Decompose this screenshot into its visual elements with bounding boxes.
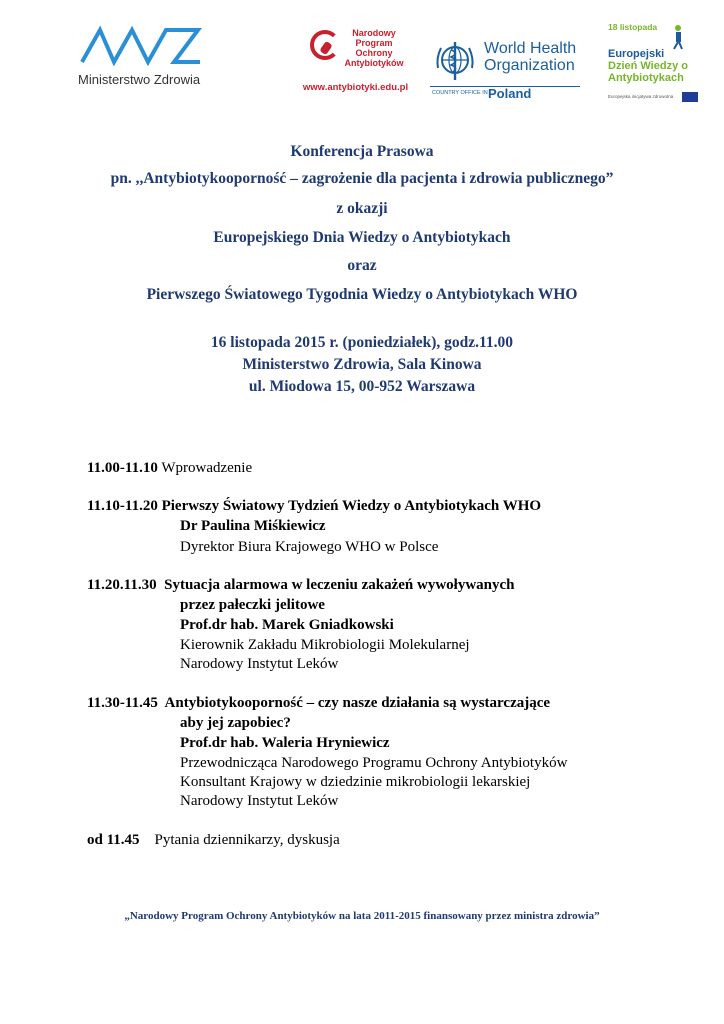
eaad-figure-icon xyxy=(670,24,686,50)
ministry-mark-icon xyxy=(78,22,203,66)
occasion-label: z okazji xyxy=(336,200,388,217)
conference-address: ul. Miodowa 15, 00-952 Warszawa xyxy=(248,378,476,395)
agenda-time: 11.10-11.20 xyxy=(87,498,158,514)
who-country: Poland xyxy=(488,86,532,101)
agenda-speaker-role: Przewodnicząca Narodowego Programu Ochrony Antybiotyków xyxy=(180,755,568,771)
agenda-title: Sytuacja alarmowa w leczeniu zakażeń wywoływanych xyxy=(164,577,515,593)
agenda-title: Pytania dziennikarzy, dyskusja xyxy=(154,832,340,848)
eaad-date: 18 listopada xyxy=(608,22,658,32)
eaad-line1: Europejski xyxy=(608,48,665,60)
agenda-speaker-role: Narodowy Instytut Leków xyxy=(180,656,339,672)
occasion-event-who: Pierwszego Światowego Tygodnia Wiedzy o Antybiotykach WHO xyxy=(146,286,578,303)
conference-title: Konferencja Prasowa xyxy=(290,143,434,160)
npoa-line: Ochrony xyxy=(355,48,393,58)
funding-note: „Narodowy Program Ochrony Antybiotyków na lata 2011-2015 finansowany przez ministra zdrowia” xyxy=(124,910,600,922)
npoa-logo xyxy=(298,26,413,98)
conference-subject: pn. ,,Antybiotykooporność – zagrożenie dla pacjenta i zdrowia publicznego” xyxy=(110,170,614,187)
agenda-speaker: Dr Paulina Miśkiewicz xyxy=(180,518,326,534)
agenda-speaker-role: Narodowy Instytut Leków xyxy=(180,793,339,809)
eaad-logo xyxy=(604,22,704,104)
eu-flag-icon xyxy=(682,92,698,102)
agenda-time: 11.30-11.45 xyxy=(87,695,158,711)
conjunction-label: oraz xyxy=(347,257,377,274)
agenda-title-cont: przez pałeczki jelitowe xyxy=(180,597,325,613)
who-name-line: Organization xyxy=(484,57,575,74)
who-name xyxy=(484,40,576,74)
agenda-title: Pierwszy Światowy Tydzień Wiedzy o Antybiotykach WHO xyxy=(161,498,542,514)
agenda-time: 11.20.11.30 xyxy=(87,577,157,593)
npoa-pill-icon xyxy=(310,30,340,60)
eaad-footer: Europejska inicjatywa zdrowotna xyxy=(608,94,674,99)
agenda-time: 11.00-11.10 xyxy=(87,460,158,476)
agenda-speaker: Prof.dr hab. Marek Gniadkowski xyxy=(180,617,394,633)
eaad-line2: Dzień Wiedzy o xyxy=(608,60,688,72)
agenda-title-cont: aby jej zapobiec? xyxy=(180,715,291,731)
agenda-speaker-role: Dyrektor Biura Krajowego WHO w Polsce xyxy=(180,539,439,555)
agenda-item xyxy=(87,577,515,594)
agenda-item xyxy=(87,460,252,477)
conference-venue: Ministerstwo Zdrowia, Sala Kinowa xyxy=(242,356,482,373)
eaad-line3: Antybiotykach xyxy=(608,72,684,84)
npoa-url: www.antybiotyki.edu.pl xyxy=(302,82,409,93)
agenda-title: Wprowadzenie xyxy=(161,460,253,476)
agenda-item xyxy=(87,832,340,849)
npoa-line: Narodowy xyxy=(352,28,396,38)
npoa-line: Antybiotyków xyxy=(344,58,404,68)
agenda-item xyxy=(87,695,550,712)
agenda-time: od 11.45 xyxy=(87,832,140,848)
ministry-logo xyxy=(78,22,208,92)
who-logo xyxy=(430,36,582,102)
conference-date: 16 listopada 2015 r. (poniedziałek), godz.11.00 xyxy=(210,334,514,351)
npoa-name xyxy=(344,28,404,68)
npoa-line: Program xyxy=(355,38,393,48)
agenda-item xyxy=(87,498,541,515)
who-name-line: World Health xyxy=(484,40,577,57)
who-office-label: COUNTRY OFFICE IN xyxy=(432,90,488,96)
who-emblem-icon xyxy=(432,38,478,84)
occasion-event: Europejskiego Dnia Wiedzy o Antybiotykach xyxy=(213,229,511,246)
logo-bar xyxy=(0,0,724,120)
agenda-speaker-role: Konsultant Krajowy w dziedzinie mikrobiologii lekarskiej xyxy=(180,774,531,790)
agenda-speaker-role: Kierownik Zakładu Mikrobiologii Molekularnej xyxy=(180,637,470,653)
ministry-name: Ministerstwo Zdrowia xyxy=(78,72,201,87)
agenda-title: Antybiotykooporność – czy nasze działania są wystarczające xyxy=(164,695,551,711)
agenda-speaker: Prof.dr hab. Waleria Hryniewicz xyxy=(180,735,390,751)
